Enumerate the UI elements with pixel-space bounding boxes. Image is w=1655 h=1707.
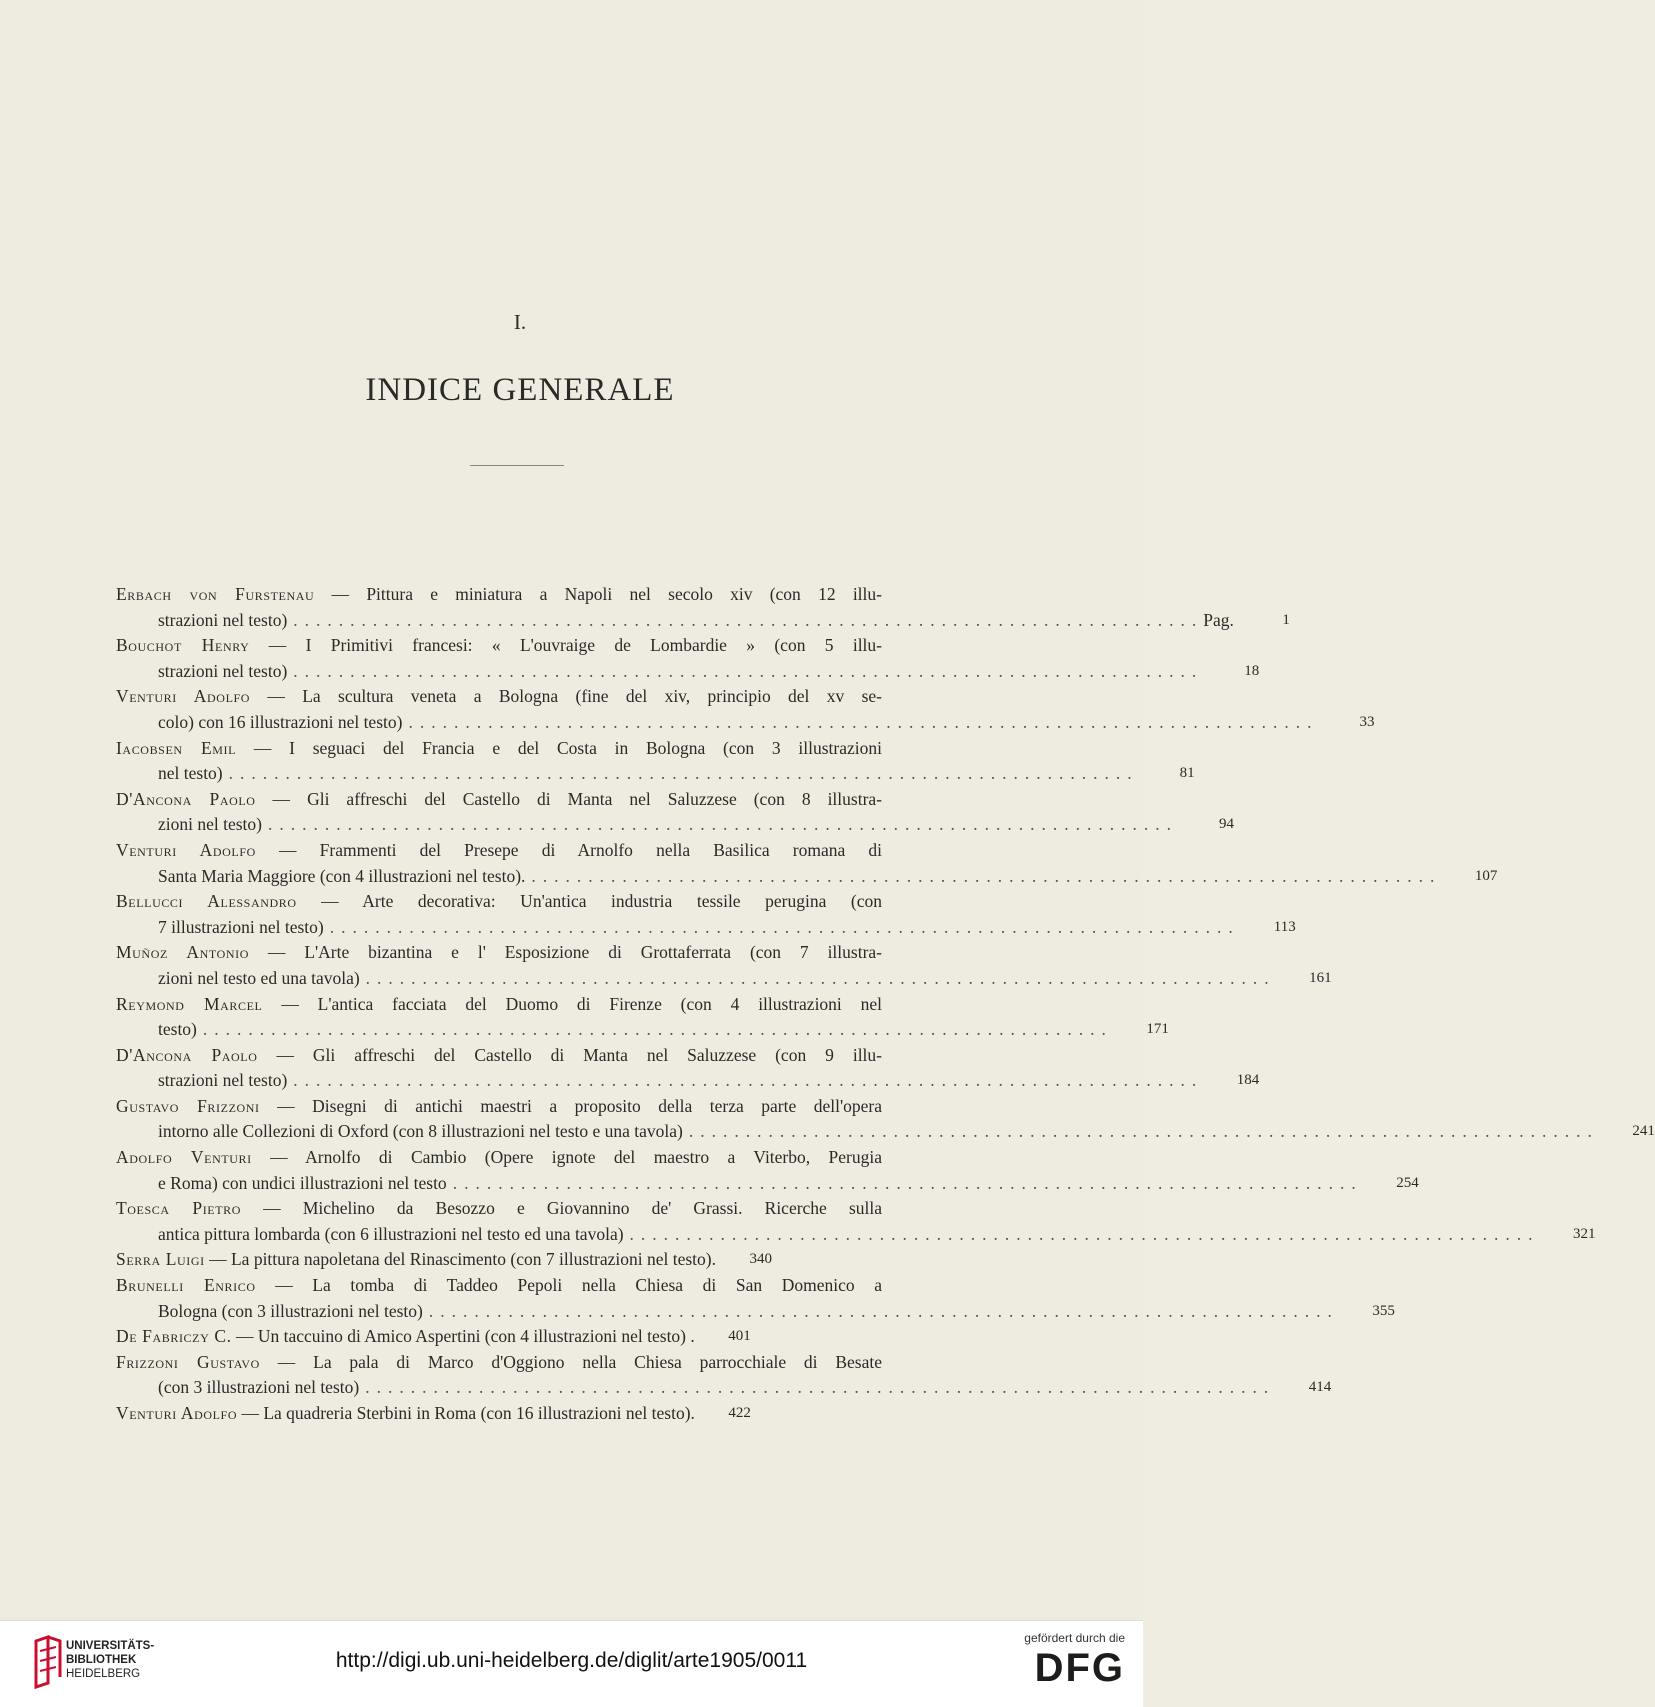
toc-title-continuation: 7 illustrazioni nel testo) <box>158 916 324 937</box>
toc-author: Gustavo Frizzoni <box>116 1095 260 1116</box>
toc-page-number: 254 <box>1396 1174 1419 1191</box>
toc-separator: — <box>236 737 290 758</box>
toc-title-continuation: zioni nel testo ed una tavola) <box>158 967 360 988</box>
toc-title-text: Arnolfo di Cambio (Opere ignote del maestro a Viterbo, Perugia <box>305 1147 882 1168</box>
funder-block <box>1024 1631 1125 1691</box>
toc-leader-dots: ................................................................................ <box>293 1070 1204 1091</box>
toc-entry-second-line <box>116 1299 1395 1325</box>
toc-author: Muñoz Antonio <box>116 942 250 963</box>
toc-entry-second-line <box>116 966 1332 992</box>
title-divider <box>470 465 564 466</box>
toc-author: D'Ancona Paolo <box>116 788 256 809</box>
toc-leader-dots: ................................................................................ <box>202 1019 1113 1040</box>
toc-entry-second-line <box>116 761 1195 787</box>
toc-page-number: 107 <box>1474 867 1498 884</box>
toc-leader-dots: ................................................................................ <box>228 763 1139 784</box>
toc-entry-first-line <box>116 1094 882 1120</box>
toc-page-number: 184 <box>1236 1072 1260 1089</box>
toc-leader-dots: ................................................................................ <box>428 1300 1339 1321</box>
toc-title-continuation: zioni nel testo) <box>158 814 263 835</box>
institution-line: BIBLIOTHEK <box>66 1654 137 1666</box>
toc-entry <box>116 684 1375 735</box>
toc-entry-second-line <box>116 1222 1596 1248</box>
toc-separator: — <box>237 1403 264 1423</box>
toc-entry-first-line <box>116 1350 882 1376</box>
permalink-url[interactable]: http://digi.ub.uni-heidelberg.de/diglit/arte1905/0011 <box>335 1649 808 1672</box>
institution-line: HEIDELBERG <box>66 1668 141 1680</box>
toc-title-text: I seguaci del Francia e del Costa in Bologna (con 3 illustrazioni <box>289 737 883 758</box>
toc-separator: — <box>251 1147 306 1168</box>
toc-entry-second-line <box>116 1017 1169 1043</box>
toc-title-text: Gli affreschi del Castello di Manta nel Saluzzese (con 8 illustra- <box>307 788 883 809</box>
toc-author: De Fabriczy C. <box>116 1326 232 1347</box>
toc-entry-second-line <box>116 659 1260 685</box>
toc-page-number: 321 <box>1573 1225 1596 1242</box>
toc-page-number: 340 <box>749 1251 772 1268</box>
toc-separator: — <box>255 788 308 809</box>
toc-entry <box>116 992 1169 1043</box>
toc-title-continuation: e Roma) con undici illustrazioni nel testo <box>158 1172 447 1193</box>
toc-page-number: 94 <box>1219 816 1235 833</box>
toc-entry-first-line <box>116 736 882 762</box>
institution-line: UNIVERSITÄTS- <box>66 1640 155 1652</box>
toc-title-text: Gli affreschi del Castello di Manta nel Saluzzese (con 9 illu- <box>312 1044 882 1065</box>
toc-author: D'Ancona Paolo <box>116 1044 258 1065</box>
toc-author: Bouchot Henry <box>116 635 250 656</box>
toc-leader-dots: ................................................................................ <box>531 865 1442 886</box>
toc-title-continuation: testo) <box>158 1019 197 1040</box>
toc-entry-second-line <box>116 1171 1419 1197</box>
toc-leader-dots: ................................................................................ <box>293 660 1204 681</box>
toc-separator: — <box>241 1198 303 1219</box>
toc-entry <box>116 1401 924 1427</box>
toc-page-number: 422 <box>728 1405 751 1421</box>
toc-title-text: La tomba di Taddeo Pepoli nella Chiesa di San Domenico a <box>312 1275 883 1296</box>
toc-author: Toesca Pietro <box>116 1198 242 1219</box>
toc-entry <box>116 1196 1596 1247</box>
toc-title-text: Disegni di antichi maestri a proposito della terza parte dell'opera <box>312 1095 883 1116</box>
toc-page-number: 414 <box>1308 1379 1332 1396</box>
toc-title-text: I Primitivi francesi: « L'ouvraige de Lombardie » (con 5 illu- <box>305 635 882 656</box>
table-of-contents <box>116 582 1655 1427</box>
toc-entry-second-line <box>116 1119 1655 1145</box>
toc-entry-second-line <box>116 1375 1332 1401</box>
toc-title-text: Michelino da Besozzo e Giovannino de' Grassi. Ricerche sulla <box>302 1198 883 1219</box>
toc-author: Bellucci Alessandro <box>116 891 297 912</box>
toc-entry-first-line <box>116 582 882 608</box>
toc-separator: — <box>259 1095 313 1116</box>
toc-entry <box>116 1350 1332 1401</box>
toc-separator: — <box>262 993 318 1014</box>
toc-title-continuation: intorno alle Collezioni di Oxford (con 8 illustrazioni nel testo e una tavola) <box>158 1121 683 1142</box>
toc-entry-first-line <box>116 1145 882 1171</box>
page-title: INDICE GENERALE <box>365 372 675 408</box>
toc-leader-dots: ................................................................................ <box>365 967 1276 988</box>
toc-entry-first-line <box>116 787 882 813</box>
toc-entry-second-line <box>116 608 1290 634</box>
toc-title-continuation: strazioni nel testo) <box>158 609 288 630</box>
toc-separator: — <box>204 1249 231 1270</box>
toc-title-continuation: nel testo) <box>158 763 223 784</box>
toc-title-continuation: strazioni nel testo) <box>158 1070 288 1091</box>
toc-separator: — <box>231 1326 258 1347</box>
toc-author: Serra Luigi <box>116 1249 205 1270</box>
toc-title-continuation: Santa Maria Maggiore (con 4 illustrazioni nel testo). <box>158 865 526 886</box>
toc-entry <box>116 1247 924 1273</box>
toc-leader-dots: ................................................................................ <box>452 1172 1363 1193</box>
toc-page-number: 33 <box>1359 713 1375 730</box>
toc-entry <box>116 838 1498 889</box>
toc-author: Brunelli Enrico <box>116 1275 256 1296</box>
toc-entry <box>116 1145 1419 1196</box>
toc-separator: — <box>255 1275 313 1296</box>
toc-entry-first-line <box>116 684 882 710</box>
toc-author: Iacobsen Emil <box>116 737 237 758</box>
toc-entry-first-line <box>116 1247 924 1273</box>
toc-entry-first-line <box>116 889 882 915</box>
toc-title-text: Arte decorativa: Un'antica industria tessile perugina (con <box>362 891 882 912</box>
toc-author: Frizzoni Gustavo <box>116 1351 260 1372</box>
toc-leader-dots: ................................................................................ <box>365 1377 1276 1398</box>
toc-title-continuation: antica pittura lombarda (con 6 illustrazioni nel testo ed una tavola) <box>158 1223 624 1244</box>
toc-title-text: Pittura e miniatura a Napoli nel secolo xiv (con 12 illu- <box>366 584 882 604</box>
toc-entry-first-line <box>116 1043 882 1069</box>
toc-page-number: 241 <box>1632 1123 1655 1140</box>
toc-author: Venturi Adolfo <box>116 839 256 860</box>
toc-entry <box>116 633 1260 684</box>
toc-entry-second-line <box>116 1068 1260 1094</box>
toc-page-number: 161 <box>1309 969 1332 986</box>
toc-title-text: La scultura veneta a Bologna (fine del xiv, principio del xv se- <box>302 686 882 707</box>
toc-entry-first-line <box>116 838 882 864</box>
toc-entry-second-line <box>116 864 1498 890</box>
toc-title-continuation: colo) con 16 illustrazioni nel testo) <box>158 711 403 732</box>
toc-author: Venturi Adolfo <box>116 686 251 707</box>
toc-entry-first-line <box>116 1196 882 1222</box>
toc-page-number: 171 <box>1146 1021 1169 1038</box>
toc-title-text: L'antica facciata del Duomo di Firenze (con 4 illustrazioni nel <box>317 993 883 1014</box>
toc-leader-dots: ................................................................................ <box>329 916 1240 937</box>
toc-entry-second-line <box>116 812 1235 838</box>
toc-entry <box>116 1094 1655 1145</box>
toc-title-text: La quadreria Sterbini in Roma (con 16 illustrazioni nel testo). <box>263 1403 695 1423</box>
toc-separator: — <box>257 1044 313 1065</box>
toc-leader-dots: ................................................................................ <box>408 711 1319 732</box>
toc-page-prefix: Pag. <box>1203 609 1234 630</box>
toc-title-text: La pittura napoletana del Rinascimento (con 7 illustrazioni nel testo). <box>230 1249 716 1270</box>
toc-leader-dots: ................................................................................ <box>688 1121 1599 1142</box>
toc-separator: — <box>255 839 320 860</box>
toc-page-number: 18 <box>1244 662 1260 679</box>
section-number: I. <box>513 310 527 334</box>
toc-author: Adolfo Venturi <box>116 1147 252 1168</box>
toc-title-continuation: strazioni nel testo) <box>158 660 288 681</box>
toc-page-number: 113 <box>1273 918 1296 935</box>
toc-separator: — <box>249 635 306 656</box>
toc-title-text: Un taccuino di Amico Aspertini (con 4 illustrazioni nel testo) . <box>257 1326 695 1347</box>
toc-leader-dots: ................................................................................ <box>268 814 1179 835</box>
toc-entry-first-line <box>116 992 882 1018</box>
toc-page-number: 401 <box>728 1328 751 1345</box>
toc-entry <box>116 1043 1260 1094</box>
toc-leader-dots: ................................................................................ <box>293 609 1204 630</box>
funder-label: gefördert durch die <box>1024 1631 1125 1645</box>
toc-separator: — <box>250 686 303 707</box>
toc-entry-first-line <box>116 940 882 966</box>
toc-title-text: La pala di Marco d'Oggiono nella Chiesa parrocchiale di Besate <box>313 1351 883 1372</box>
toc-author: Erbach von Furstenau <box>116 584 315 604</box>
toc-entry <box>116 1324 924 1350</box>
toc-page-number: 1 <box>1282 611 1290 628</box>
toc-author: Venturi Adolfo <box>116 1403 238 1423</box>
toc-entry-second-line <box>116 710 1375 736</box>
toc-separator: — <box>259 1351 314 1372</box>
footer-bar <box>0 1620 1143 1707</box>
toc-entry <box>116 736 1195 787</box>
toc-entry-second-line <box>116 915 1296 941</box>
toc-entry <box>116 889 1296 940</box>
toc-entry <box>116 582 1290 633</box>
toc-entry-first-line <box>116 1273 882 1299</box>
dfg-logo[interactable]: DFG <box>1034 1646 1125 1690</box>
toc-page-number: 81 <box>1179 765 1195 782</box>
toc-entry-first-line <box>116 1324 924 1350</box>
toc-separator: — <box>296 891 363 912</box>
toc-title-continuation: Bologna (con 3 illustrazioni nel testo) <box>158 1300 423 1321</box>
toc-entry-first-line <box>116 1401 924 1427</box>
toc-separator: — <box>314 584 367 604</box>
toc-author: Reymond Marcel <box>116 993 263 1014</box>
toc-separator: — <box>249 942 305 963</box>
toc-title-text: Frammenti del Presepe di Arnolfo nella Basilica romana di <box>319 839 882 860</box>
toc-leader-dots: ................................................................................ <box>629 1223 1540 1244</box>
toc-title-continuation: (con 3 illustrazioni nel testo) <box>158 1377 360 1398</box>
toc-entry-first-line <box>116 633 882 659</box>
toc-entry <box>116 940 1332 991</box>
toc-page-number: 355 <box>1372 1302 1395 1319</box>
toc-entry <box>116 787 1235 838</box>
toc-title-text: L'Arte bizantina e l' Esposizione di Grottaferrata (con 7 illustra- <box>304 942 882 963</box>
toc-entry <box>116 1273 1395 1324</box>
